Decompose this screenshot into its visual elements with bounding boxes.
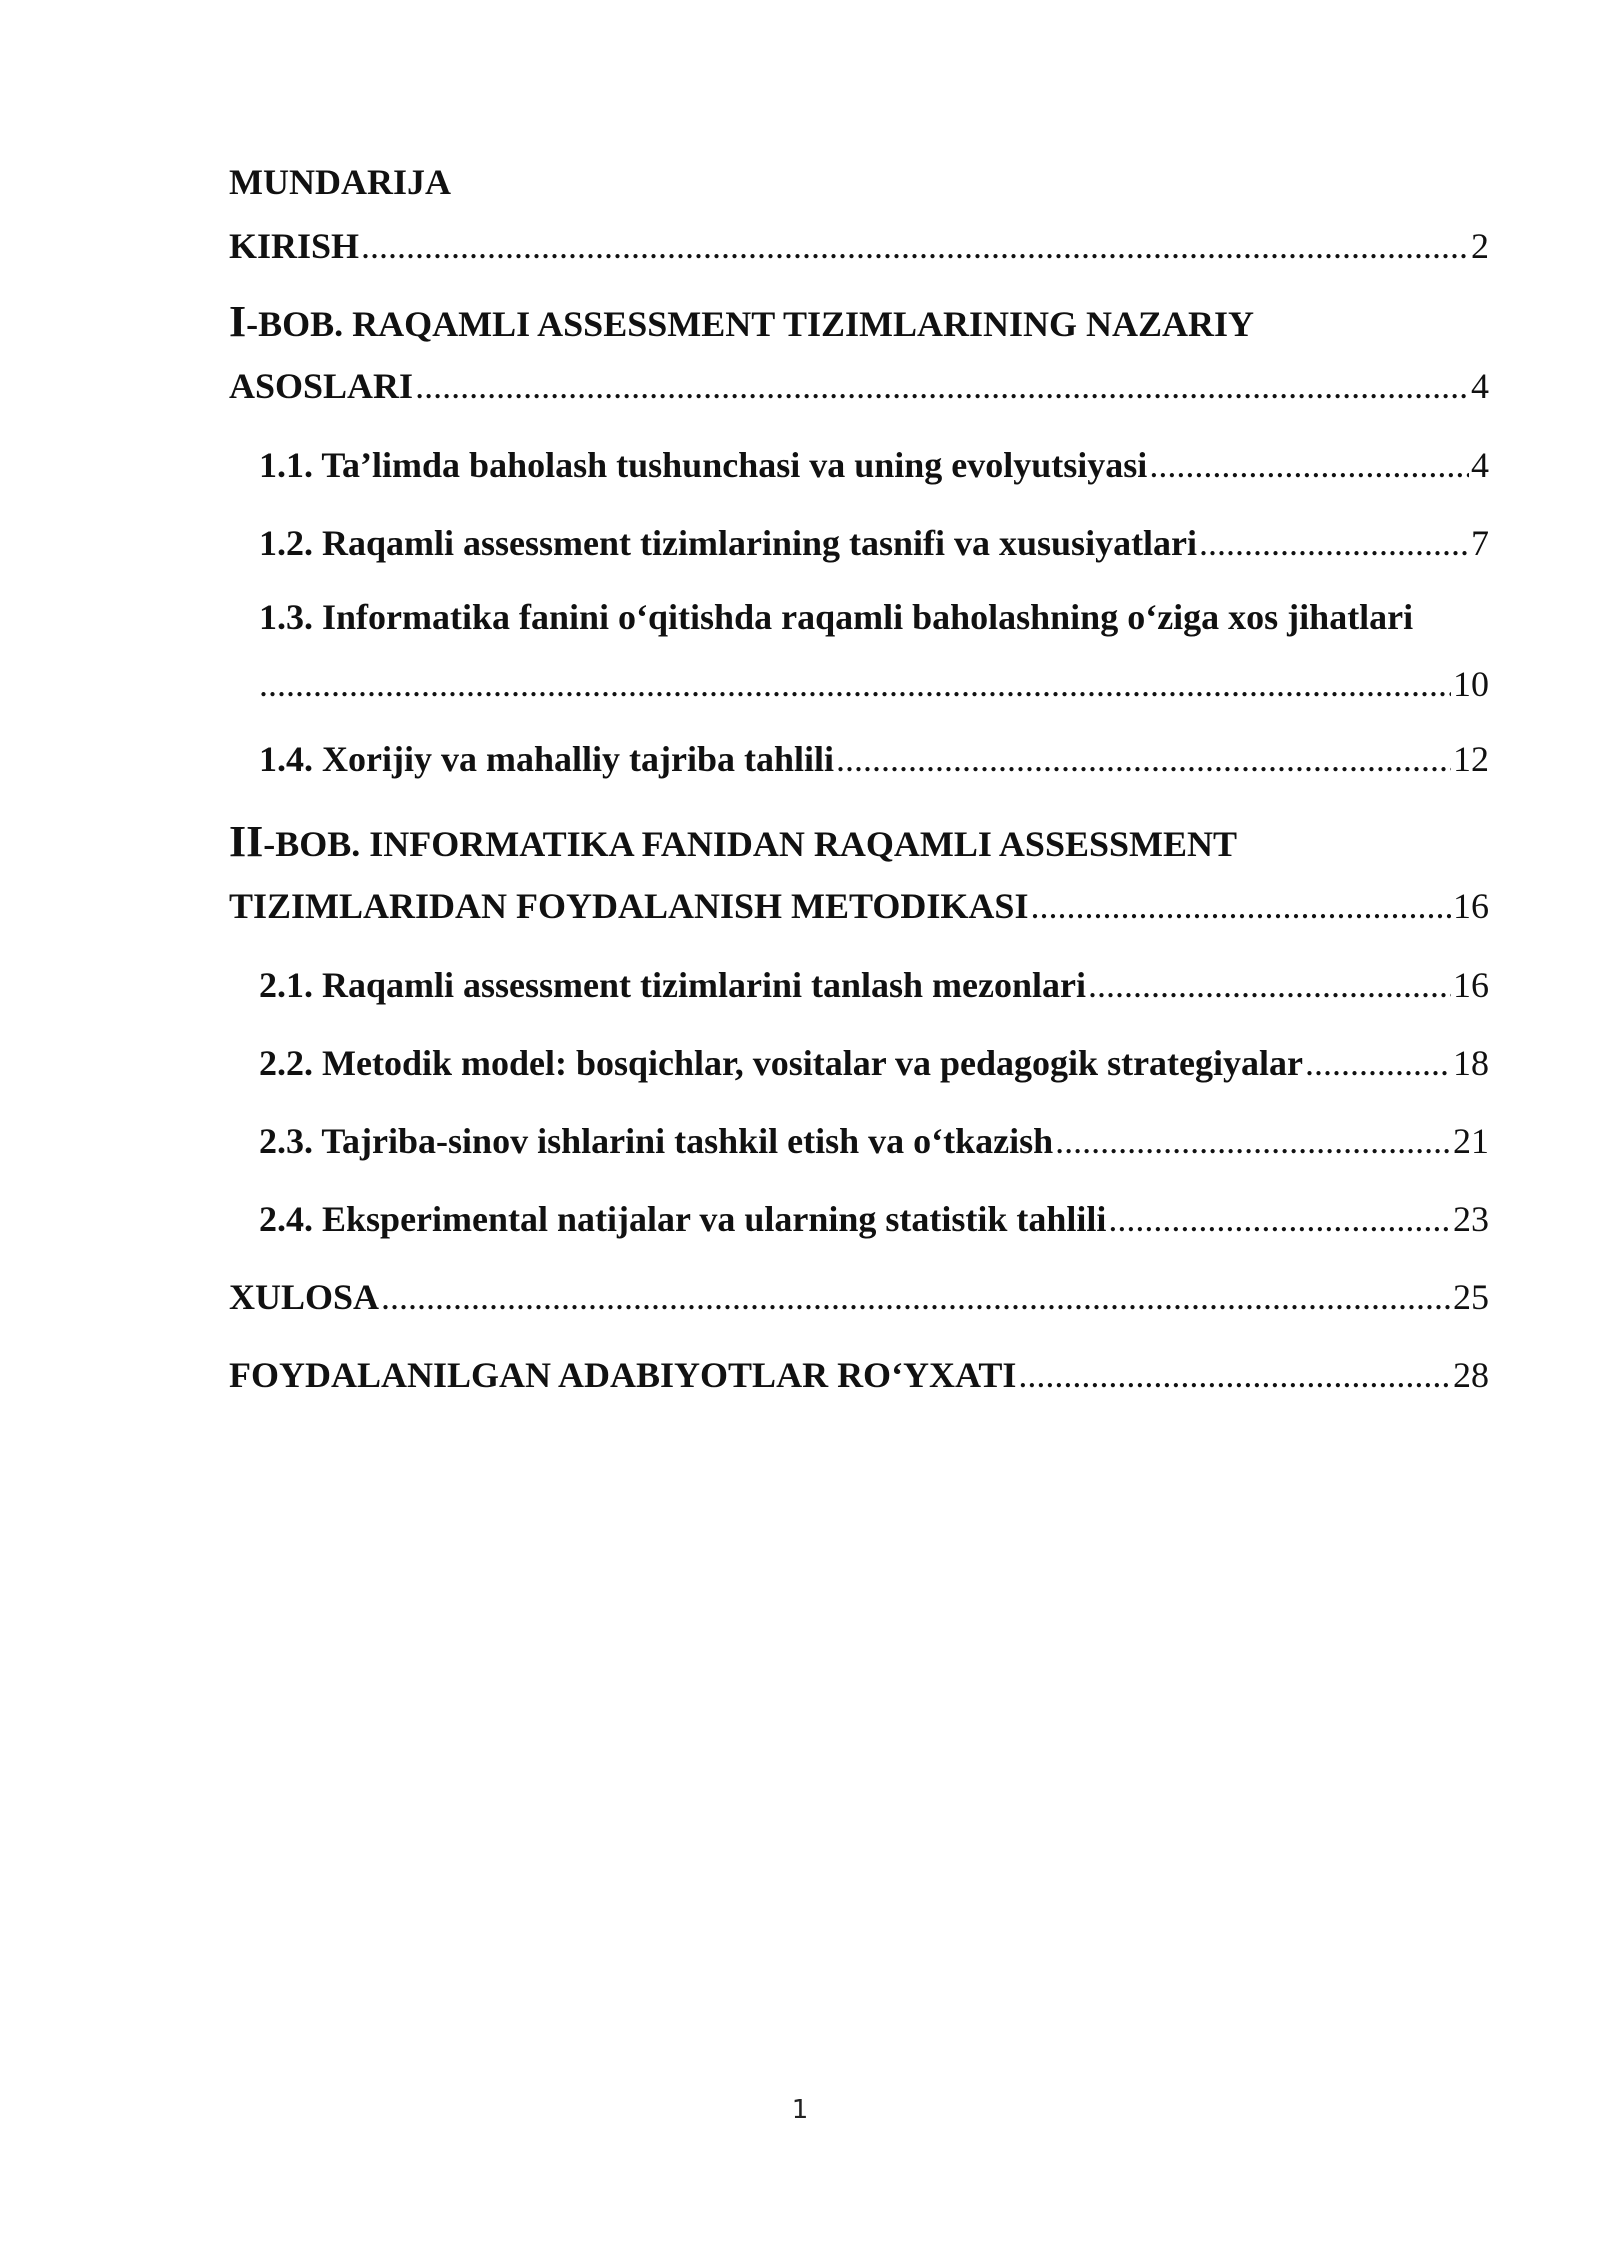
page-number: 1 xyxy=(791,2095,809,2125)
chapter-heading-line-1 xyxy=(229,810,1489,874)
toc-entry-label: 2.1. Raqamli assessment tizimlarini tanlash mezonlari xyxy=(259,965,1086,1005)
dot-leader xyxy=(415,354,1469,418)
toc-entry-section-1-3[interactable] xyxy=(229,582,1489,716)
dot-leader xyxy=(1149,426,1469,504)
toc-entry-leader-line xyxy=(259,652,1489,716)
toc-entry-label: 1.3. Informatika fanini o‘qitishda raqamli baholashning o‘ziga xos jihatlari xyxy=(259,597,1414,637)
dot-leader xyxy=(1055,1102,1451,1180)
toc-entry-label: 1.1. Ta’limda baholash tushunchasi va uning evolyutsiyasi xyxy=(259,445,1148,485)
dot-leader xyxy=(1088,946,1451,1024)
dot-leader xyxy=(381,1258,1451,1336)
toc-entry-section-2-2[interactable] xyxy=(229,1024,1489,1102)
toc-entry-label: 1.4. Xorijiy va mahalliy tajriba tahlili xyxy=(259,739,834,779)
toc-entry-page: 16 xyxy=(1453,886,1489,926)
toc-entry-references[interactable] xyxy=(229,1336,1489,1414)
toc-entry-section-2-4[interactable] xyxy=(229,1180,1489,1258)
toc-entry-section-2-1[interactable] xyxy=(229,946,1489,1024)
chapter-number: II xyxy=(229,817,264,866)
toc-chapter-2[interactable] xyxy=(229,810,1489,938)
toc-entry-intro[interactable] xyxy=(229,214,1489,278)
dot-leader xyxy=(1305,1024,1451,1102)
toc-entry-page: 4 xyxy=(1471,445,1489,485)
chapter-number: I xyxy=(229,297,247,346)
chapter-heading-line-2 xyxy=(229,354,1489,418)
toc-entry-page: 2 xyxy=(1471,226,1489,266)
dot-leader xyxy=(836,720,1451,798)
dot-leader xyxy=(1018,1336,1451,1414)
toc-entry-label: XULOSA xyxy=(229,1277,380,1317)
toc-entry-page: 7 xyxy=(1471,523,1489,563)
toc-entry-page: 23 xyxy=(1453,1199,1489,1239)
toc-chapter-1[interactable] xyxy=(229,290,1489,418)
toc-entry-page: 21 xyxy=(1453,1121,1489,1161)
chapter-heading-line-2 xyxy=(229,874,1489,938)
table-of-contents xyxy=(229,150,1489,1414)
chapter-heading-line-1 xyxy=(229,290,1489,354)
toc-entry-section-2-3[interactable] xyxy=(229,1102,1489,1180)
chapter-title-end: ASOSLARI xyxy=(229,366,414,406)
toc-entry-page: 25 xyxy=(1453,1277,1489,1317)
toc-entry-page: 12 xyxy=(1453,739,1489,779)
dot-leader xyxy=(1199,504,1469,582)
toc-entry-conclusion[interactable] xyxy=(229,1258,1489,1336)
toc-entry-section-1-1[interactable] xyxy=(229,426,1489,504)
toc-entry-page: 28 xyxy=(1453,1355,1489,1395)
toc-entry-section-1-4[interactable] xyxy=(229,720,1489,798)
dot-leader xyxy=(1108,1180,1451,1258)
toc-entry-label: 2.3. Tajriba-sinov ishlarini tashkil etish va o‘tkazish xyxy=(259,1121,1054,1161)
toc-entry-label: 2.2. Metodik model: bosqichlar, vositalar va pedagogik strategiyalar xyxy=(259,1043,1303,1083)
dot-leader xyxy=(259,652,1451,716)
chapter-title-start: -BOB. RAQAMLI ASSESSMENT TIZIMLARINING NAZARIY xyxy=(246,304,1255,344)
chapter-title-start: -BOB. INFORMATIKA FANIDAN RAQAMLI ASSESSMENT xyxy=(263,824,1238,864)
toc-entry-page: 10 xyxy=(1453,664,1489,704)
toc-title: MUNDARIJA xyxy=(229,162,451,202)
toc-entry-label: 2.4. Eksperimental natijalar va ularning statistik tahlili xyxy=(259,1199,1107,1239)
toc-entry-label: 1.2. Raqamli assessment tizimlarining tasnifi va xususiyatlari xyxy=(259,523,1198,563)
toc-entry-page: 16 xyxy=(1453,965,1489,1005)
dot-leader xyxy=(361,214,1469,278)
dot-leader xyxy=(1030,874,1451,938)
toc-entry-page: 4 xyxy=(1471,366,1489,406)
toc-entry-section-1-2[interactable] xyxy=(229,504,1489,582)
toc-entry-label: FOYDALANILGAN ADABIYOTLAR RO‘YXATI xyxy=(229,1355,1017,1395)
toc-entry-page: 18 xyxy=(1453,1043,1489,1083)
toc-entry-label: KIRISH xyxy=(229,226,360,266)
chapter-title-end: TIZIMLARIDAN FOYDALANISH METODIKASI xyxy=(229,886,1029,926)
